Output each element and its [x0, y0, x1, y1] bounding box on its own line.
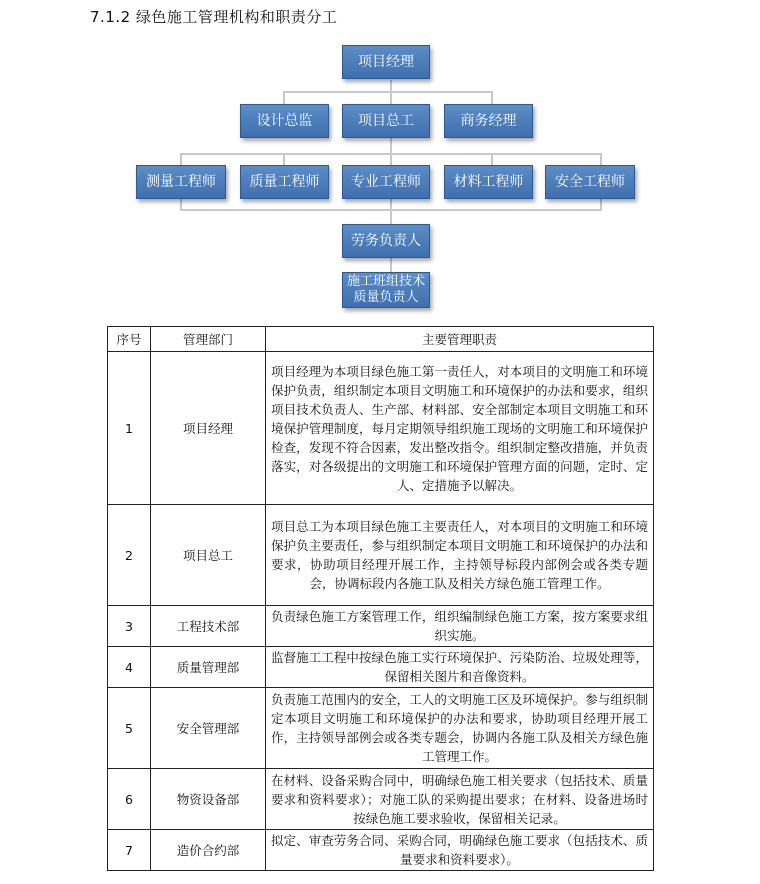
row-duty: 负责绿色施工方案管理工作，组织编制绿色施工方案，按方案要求组织实施。 — [266, 606, 654, 647]
org-chart — [0, 0, 760, 320]
row-dept: 物资设备部 — [151, 769, 266, 830]
table-row — [108, 647, 654, 688]
org-node-specialist-engineer: 专业工程师 — [342, 165, 430, 199]
section-title: 7.1.2 绿色施工管理机构和职责分工 — [90, 8, 338, 26]
row-duty: 在材料、设备采购合同中，明确绿色施工相关要求（包括技术、质量要求和资料要求）；对施工队的采购提出要求；在材料、设备进场时按绿色施工要求验收，保留相关记录。 — [266, 769, 654, 830]
row-duty: 项目经理为本项目绿色施工第一责任人，对本项目的文明施工和环境保护负责，组织制定本项目文明施工和环境保护的办法和要求，组织项目技术负责人、生产部、材料部、安全部制定本项目文明施工和环境保护管理制度，每月定期领导组织施工现场的文明施工和环境保护检查，发现不符合因素，发出整改指令。组织制定整改措施，并负责落实，对各级提出的文明施工和环境保护管理方面的问题，定时、定人、定措施予以解决。 — [266, 352, 654, 505]
row-dept: 质量管理部 — [151, 647, 266, 688]
table-row — [108, 352, 654, 505]
org-node-quality-engineer: 质量工程师 — [240, 165, 329, 199]
org-node-team-lead — [342, 272, 430, 308]
table-row — [108, 606, 654, 647]
row-no: 5 — [108, 688, 151, 769]
org-node-material-engineer: 材料工程师 — [444, 165, 533, 199]
table-header-row — [108, 327, 654, 352]
row-duty: 负责施工范围内的安全，工人的文明施工区及环境保护。参与组织制定本项目文明施工和环境保护的办法和要求，协助项目经理开展工作，主持领导部例会或各类专题会，协调内各施工队及相关方绿色施工管理工作。 — [266, 688, 654, 769]
row-dept: 项目经理 — [151, 352, 266, 505]
row-no: 2 — [108, 505, 151, 606]
org-node-labor-lead: 劳务负责人 — [342, 224, 430, 258]
header-dept: 管理部门 — [151, 327, 266, 352]
row-no: 6 — [108, 769, 151, 830]
duties-table — [107, 326, 654, 871]
table-row — [108, 769, 654, 830]
table-row — [108, 830, 654, 871]
connector-line — [180, 153, 602, 155]
row-no: 4 — [108, 647, 151, 688]
row-dept: 项目总工 — [151, 505, 266, 606]
org-node-project-manager: 项目经理 — [342, 45, 430, 79]
org-node-business-manager: 商务经理 — [444, 104, 533, 138]
table-row — [108, 505, 654, 606]
connector-line — [390, 137, 392, 167]
connector-line — [390, 198, 392, 227]
row-no: 7 — [108, 830, 151, 871]
row-no: 1 — [108, 352, 151, 505]
org-node-design-director: 设计总监 — [240, 104, 329, 138]
connector-line — [390, 80, 392, 106]
row-duty: 监督施工工程中按绿色施工实行环境保护、污染防治、垃圾处理等，保留相关图片和音像资料。 — [266, 647, 654, 688]
connector-line — [283, 91, 493, 93]
org-node-safety-engineer: 安全工程师 — [545, 165, 635, 199]
table-row — [108, 688, 654, 769]
header-no: 序号 — [108, 327, 151, 352]
org-node-team-lead-line2: 质量负责人 — [353, 290, 419, 305]
row-dept: 造价合约部 — [151, 830, 266, 871]
row-dept: 工程技术部 — [151, 606, 266, 647]
header-duty: 主要管理职责 — [266, 327, 654, 352]
org-node-chief-engineer: 项目总工 — [342, 104, 430, 138]
row-no: 3 — [108, 606, 151, 647]
row-duty: 项目总工为本项目绿色施工主要责任人，对本项目的文明施工和环境保护负主要责任，参与组织制定本项目文明施工和环境保护的办法和要求，协助项目经理开展工作，主持领导标段内部例会或各类专题会，协调标段内各施工队及相关方绿色施工管理工作。 — [266, 505, 654, 606]
row-dept: 安全管理部 — [151, 688, 266, 769]
row-duty: 拟定、审查劳务合同、采购合同，明确绿色施工要求（包括技术、质量要求和资料要求）。 — [266, 830, 654, 871]
org-node-survey-engineer: 测量工程师 — [136, 165, 226, 199]
org-node-team-lead-line1: 施工班组技术 — [346, 274, 425, 290]
